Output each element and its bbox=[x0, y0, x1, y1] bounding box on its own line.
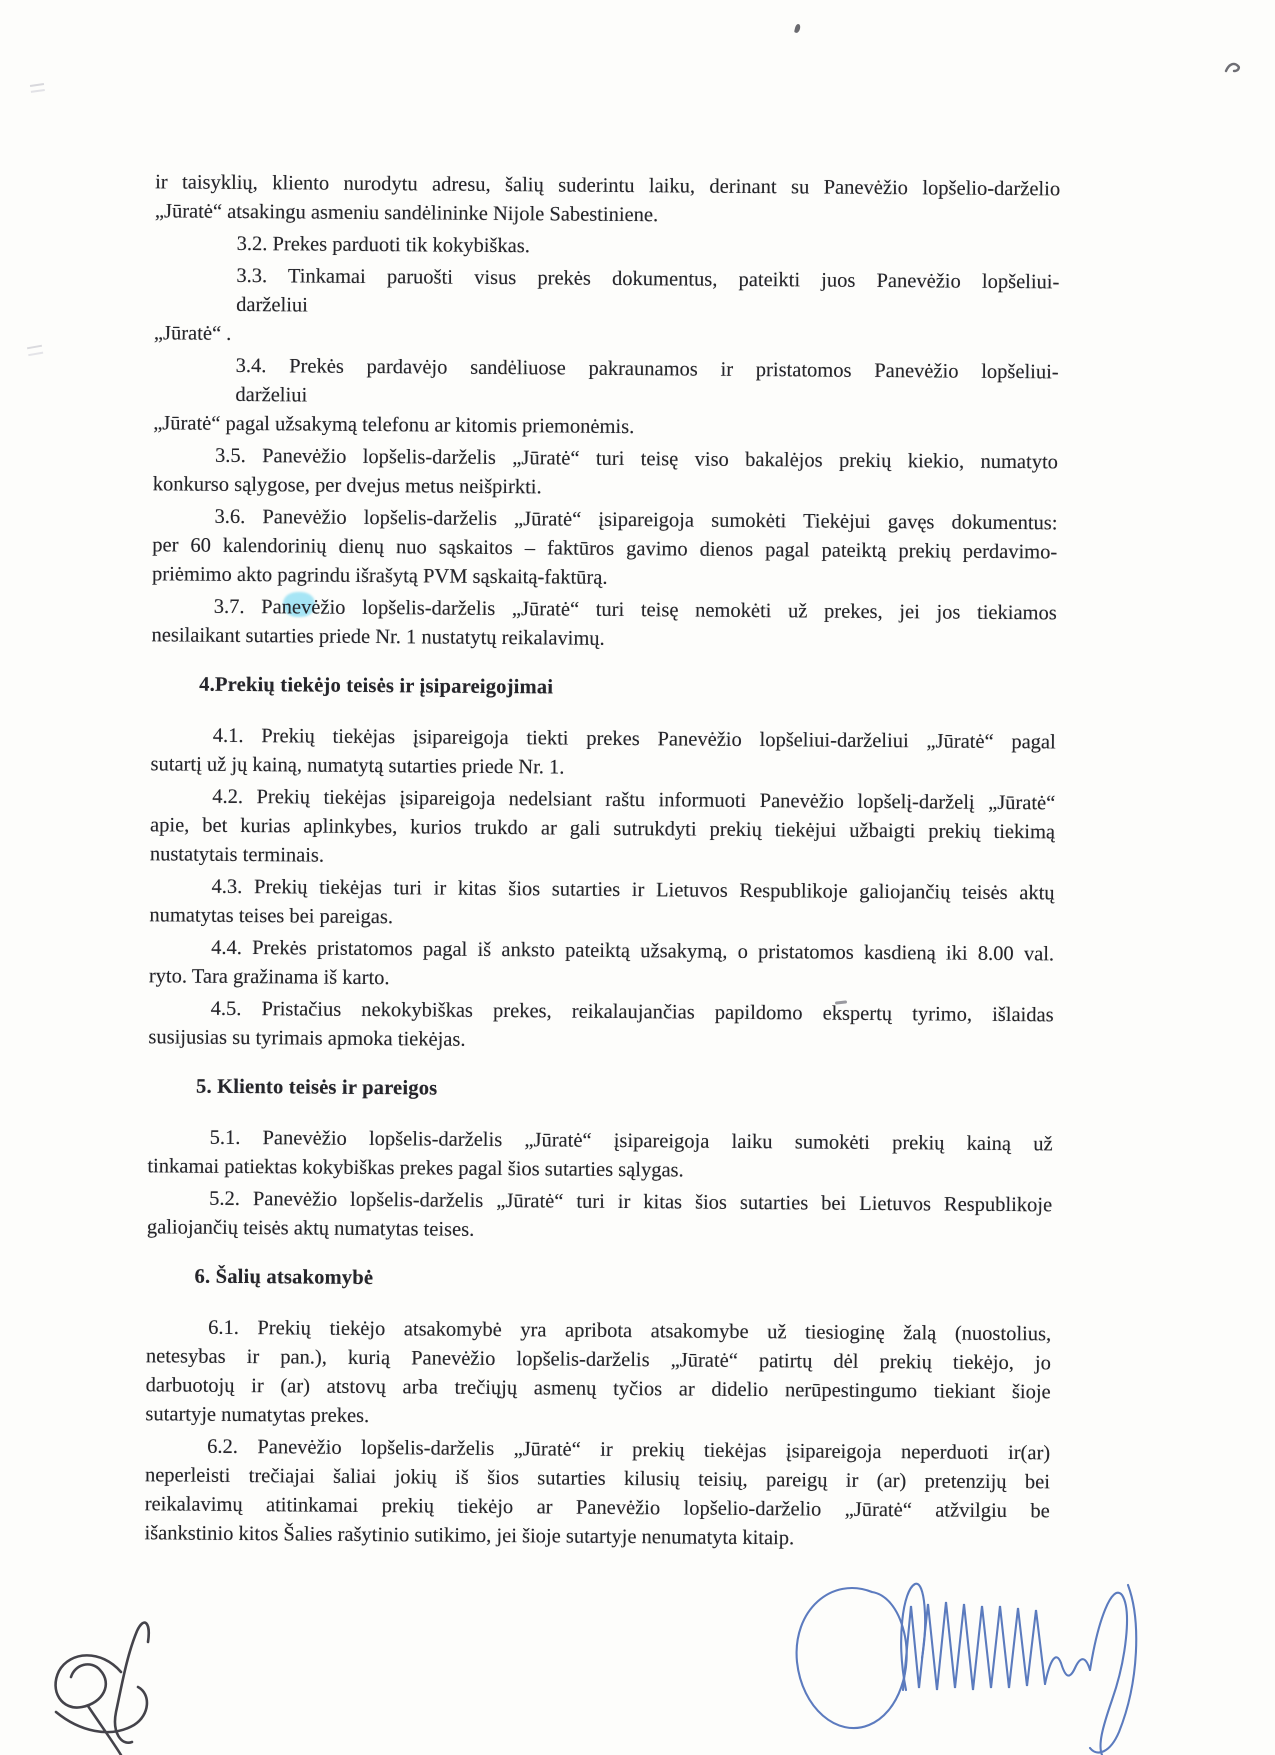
text-line: apie, bet kurias aplinkybes, kurios trukdo ar gali sutrukdyti prekių tiekėjui užbaigti prekių tiekimą bbox=[150, 814, 1056, 844]
text-line: 6.1. Prekių tiekėjo atsakomybė yra apribota atsakomybe už tiesioginę žalą (nuostolius, bbox=[208, 1316, 1052, 1346]
text-line: „Jūratė“ pagal užsakymą telefonu ar kitomis priemonėmis. bbox=[153, 412, 635, 439]
text-line: 3.5. Panevėžio lopšelis-darželis „Jūratė“ turi teisę viso bakalėjos prekių kiekio, numatyto bbox=[214, 444, 1059, 474]
clause-5-2 bbox=[147, 1184, 1052, 1249]
clause-6-1 bbox=[145, 1313, 1051, 1436]
section-heading-4: 4.Prekių tiekėjo teisės ir įsipareigojimai bbox=[199, 673, 554, 699]
text-line: susijusias su tyrimais apmoka tiekėjas. bbox=[148, 1026, 466, 1051]
clause-4-4 bbox=[149, 933, 1054, 998]
text-line: darželiui bbox=[236, 293, 308, 317]
text-line: „Jūratė“ atsakingu asmeniu sandėlininke Nijole Sabestiniene. bbox=[154, 200, 659, 227]
clause-4-3 bbox=[149, 872, 1054, 937]
text-line: 4.5. Pristačius nekokybiškas prekes, reikalaujančias papildomo ekspertų tyrimo, išlaidas bbox=[210, 997, 1054, 1027]
text-line: 3.2. Prekes parduoti tik kokybiškas. bbox=[236, 232, 530, 258]
intro-continuation-paragraph bbox=[155, 168, 1060, 233]
section-heading-6: 6. Šalių atsakomybė bbox=[194, 1265, 374, 1290]
text-line: 5.1. Panevėžio lopšelis-darželis „Jūratė“ įsipareigoja laiku sumokėti prekių kainą už bbox=[209, 1126, 1053, 1156]
text-line: galiojančių teisės aktų numatytas teises. bbox=[146, 1216, 475, 1241]
clause-4-5 bbox=[148, 994, 1053, 1059]
text-line: 4.1. Prekių tiekėjas įsipareigoja tiekti prekes Panevėžio lopšeliui-darželiui „Jūratė“ pagal bbox=[212, 724, 1056, 754]
text-line: nustatytais terminais. bbox=[149, 843, 325, 867]
text-line: reikalavimų atitinkamai prekių tiekėjo ar Panevėžio lopšelio-darželio „Jūratė“ atžvilgiu be bbox=[144, 1493, 1050, 1523]
text-line: „Jūratė“ . bbox=[153, 322, 232, 345]
signature-right bbox=[797, 1584, 1137, 1755]
text-line: 6.2. Panevėžio lopšelis-darželis „Jūratė“ ir prekių tiekėjas įsipareigoja neperduoti ir(ar) bbox=[207, 1435, 1051, 1465]
text-line: per 60 kalendorinių dienų nuo sąskaitos – faktūros gavimo dienos pagal pateiktą prekių perdavimo- bbox=[152, 534, 1058, 564]
scan-squiggle-artifact bbox=[1226, 64, 1239, 71]
text-line: 4.4. Prekės pristatomos pagal iš anksto pateiktą užsakymą, o pristatomos kasdieną iki 8.00 val. bbox=[211, 936, 1055, 966]
clause-6-2 bbox=[144, 1432, 1050, 1555]
text-line: numatytas teises bei pareigas. bbox=[149, 904, 394, 929]
clause-3-7 bbox=[151, 592, 1056, 657]
clause-3-6 bbox=[152, 502, 1058, 596]
text-line: 5.2. Panevėžio lopšelis-darželis „Jūratė“ turi ir kitas šios sutarties bei Lietuvos Respublikoje bbox=[209, 1187, 1053, 1217]
clause-5-1 bbox=[147, 1123, 1052, 1188]
text-line: sutartį už jų kainą, numatytą sutarties priede Nr. 1. bbox=[150, 753, 565, 779]
text-line: nesilaikant sutarties priede Nr. 1 nustatytų reikalavimų. bbox=[151, 624, 605, 650]
text-line: neperleisti trečiajai šaliai jokių iš šios sutarties kilusių teisių, pareigų ir (ar) pretenzijų bei bbox=[144, 1464, 1051, 1494]
text-line: konkurso sąlygose, per dvejus metus neišpirkti. bbox=[152, 473, 542, 499]
text-line: 3.7. Panevėžio lopšelis-darželis „Jūratė“ turi teisę nemokėti už prekes, jei jos tiekiamos bbox=[213, 595, 1057, 625]
text-line: išankstinio kitos Šalies rašytinio sutikimo, jei šioje sutartyje nenumatyta kitaip. bbox=[144, 1522, 795, 1550]
text-line: priėmimo akto pagrindu išrašytą PVM sąskaitą-faktūrą. bbox=[151, 563, 608, 589]
text-line: 3.3. Tinkamai paruošti visus prekės dokumentus, pateikti juos Panevėžio lopšeliui- bbox=[236, 264, 1060, 294]
section-heading-5: 5. Kliento teisės ir pareigos bbox=[195, 1075, 438, 1100]
text-line: darbuotojų ir (ar) atstovų arba trečiųjų asmenų tyčios ar didelio nerūpestingumo tiekiant šioje bbox=[145, 1374, 1051, 1404]
text-line: netesybas ir pan.), kurią Panevėžio lopšelis-darželis „Jūratė“ patirtų dėl prekių tiekėjo, jo bbox=[145, 1345, 1051, 1375]
clause-4-2 bbox=[150, 782, 1056, 876]
text-line: ir taisyklių, kliento nurodytu adresu, šalių suderintu laiku, derinant su Panevėžio lopšelio-darželio bbox=[155, 171, 1061, 201]
text-line: sutartyje numatytas prekes. bbox=[145, 1403, 370, 1427]
signature-left bbox=[56, 1623, 149, 1755]
clause-3-2 bbox=[155, 229, 1060, 265]
text-line: 3.4. Prekės pardavėjo sandėliuose pakraunamos ir pristatomos Panevėžio lopšeliui- bbox=[235, 354, 1059, 384]
clause-3-4 bbox=[153, 351, 1059, 445]
text-line: tinkamai patiektas kokybiškas prekes pagal šios sutarties sąlygas. bbox=[147, 1155, 684, 1182]
clause-3-5 bbox=[153, 441, 1058, 506]
text-line: 4.2. Prekių tiekėjas įsipareigoja nedelsiant raštu informuoti Panevėžio lopšelį-darželį „Jūratė“ bbox=[212, 785, 1056, 815]
text-line: ryto. Tara gražinama iš karto. bbox=[148, 965, 390, 990]
text-line: 3.6. Panevėžio lopšelis-darželis „Jūratė“ įsipareigoja sumokėti Tiekėjui gavęs dokumentus: bbox=[214, 505, 1058, 535]
clause-3-3 bbox=[154, 261, 1060, 355]
text-line: darželiui bbox=[235, 383, 308, 407]
text-line: 4.3. Prekių tiekėjas turi ir kitas šios sutarties ir Lietuvos Respublikoje galiojančių teisės aktų bbox=[211, 875, 1055, 905]
clause-4-1 bbox=[150, 721, 1055, 786]
